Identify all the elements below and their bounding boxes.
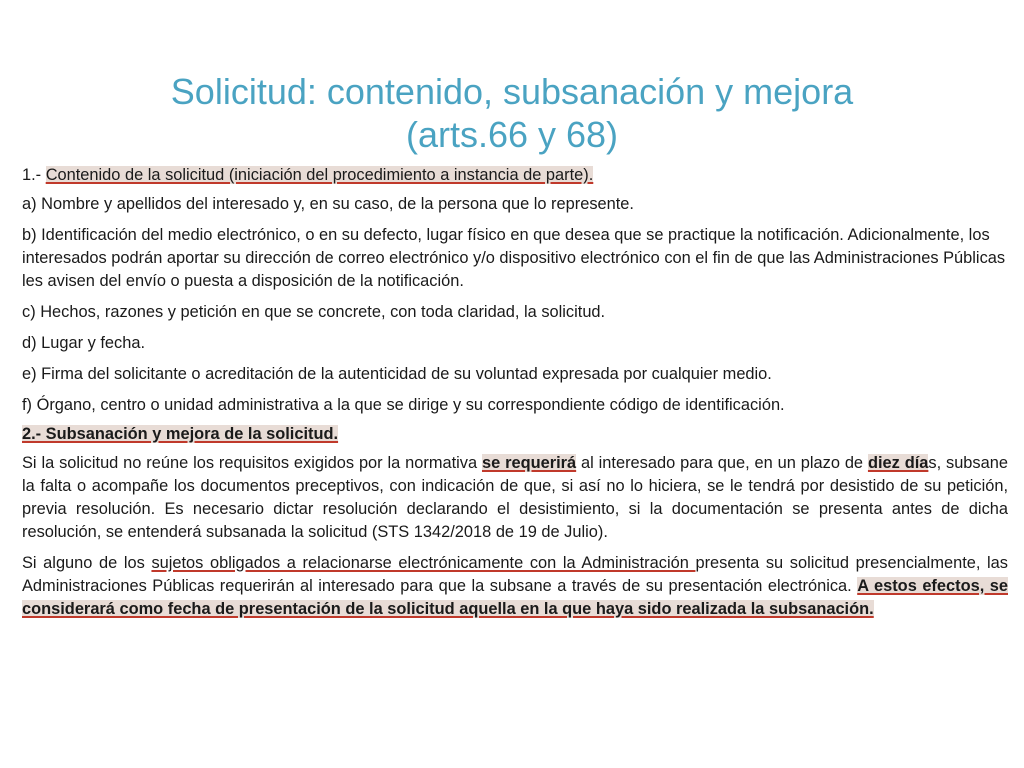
item-c: c) Hechos, razones y petición en que se concrete, con toda claridad, la solicitud.: [22, 303, 606, 321]
para2-emphasis-1: A estos efectos, se considerará como fecha de presentación de la solicitud aquella en la que haya sido realizada la subsanación.: [22, 577, 1008, 618]
paragraph-electronica: [22, 552, 1008, 621]
para1-emphasis-1: se requerirá: [481, 454, 577, 472]
item-b: b) Identificación del medio electrónico, o en su defecto, lugar físico en que desea que se practique la notificación. Adicionalmente, los interesados podrán aportar su dirección de correo electrónico y/o dispositivo electrónico con el fin de que las Administraciones Públicas les avisen del envío o puesta a disposición de la notificación.: [22, 226, 1006, 290]
para1-emphasis-2: diez día: [867, 454, 929, 472]
section1-heading: [22, 164, 1008, 187]
paragraph-subsanacion: [22, 452, 1008, 544]
para2-text-2: presenta su solicitud presencialmente, las Administraciones Públicas requerirán al interesado para que la subsane a través de su presentación electrónica.: [22, 554, 1008, 595]
title-line-2: (arts.66 y 68): [405, 114, 619, 156]
section1-heading-text: Contenido de la solicitud (iniciación del procedimiento a instancia de parte).: [45, 166, 594, 184]
para2-underline-1: sujetos obligados a relacionarse electrónicamente con la Administración: [151, 554, 696, 572]
item-f: f) Órgano, centro o unidad administrativa a la que se dirige y su correspondiente código de identificación.: [22, 396, 785, 414]
para2-text-1: Si alguno de los: [22, 554, 152, 572]
section2-heading: [22, 423, 1008, 446]
item-d: d) Lugar y fecha.: [22, 334, 146, 352]
para1-text-3: s, subsane la falta o acompañe los documentos preceptivos, con indicación de que, si así no lo hiciera, se le tendrá por desistido de su petición, previa resolución. Es necesario dictar resolución declarando el desistimiento, si la documentación se presenta antes de dicha resolución, se entenderá subsanada la solicitud (STS 1342/2018 de 19 de Julio).: [22, 454, 1008, 541]
slide-body: [22, 164, 1008, 629]
section1-prefix: 1.-: [22, 166, 46, 184]
item-a: a) Nombre y apellidos del interesado y, en su caso, de la persona que lo represente.: [22, 195, 634, 213]
para1-text-2: al interesado para que, en un plazo de: [576, 454, 868, 472]
title-line-1: Solicitud: contenido, subsanación y mejora: [170, 71, 854, 113]
para1-text-1: Si la solicitud no reúne los requisitos exigidos por la normativa: [22, 454, 482, 472]
item-e: e) Firma del solicitante o acreditación de la autenticidad de su voluntad expresada por cualquier medio.: [22, 365, 772, 383]
slide-title: [40, 70, 984, 156]
section2-heading-text: 2.- Subsanación y mejora de la solicitud.: [22, 425, 339, 443]
